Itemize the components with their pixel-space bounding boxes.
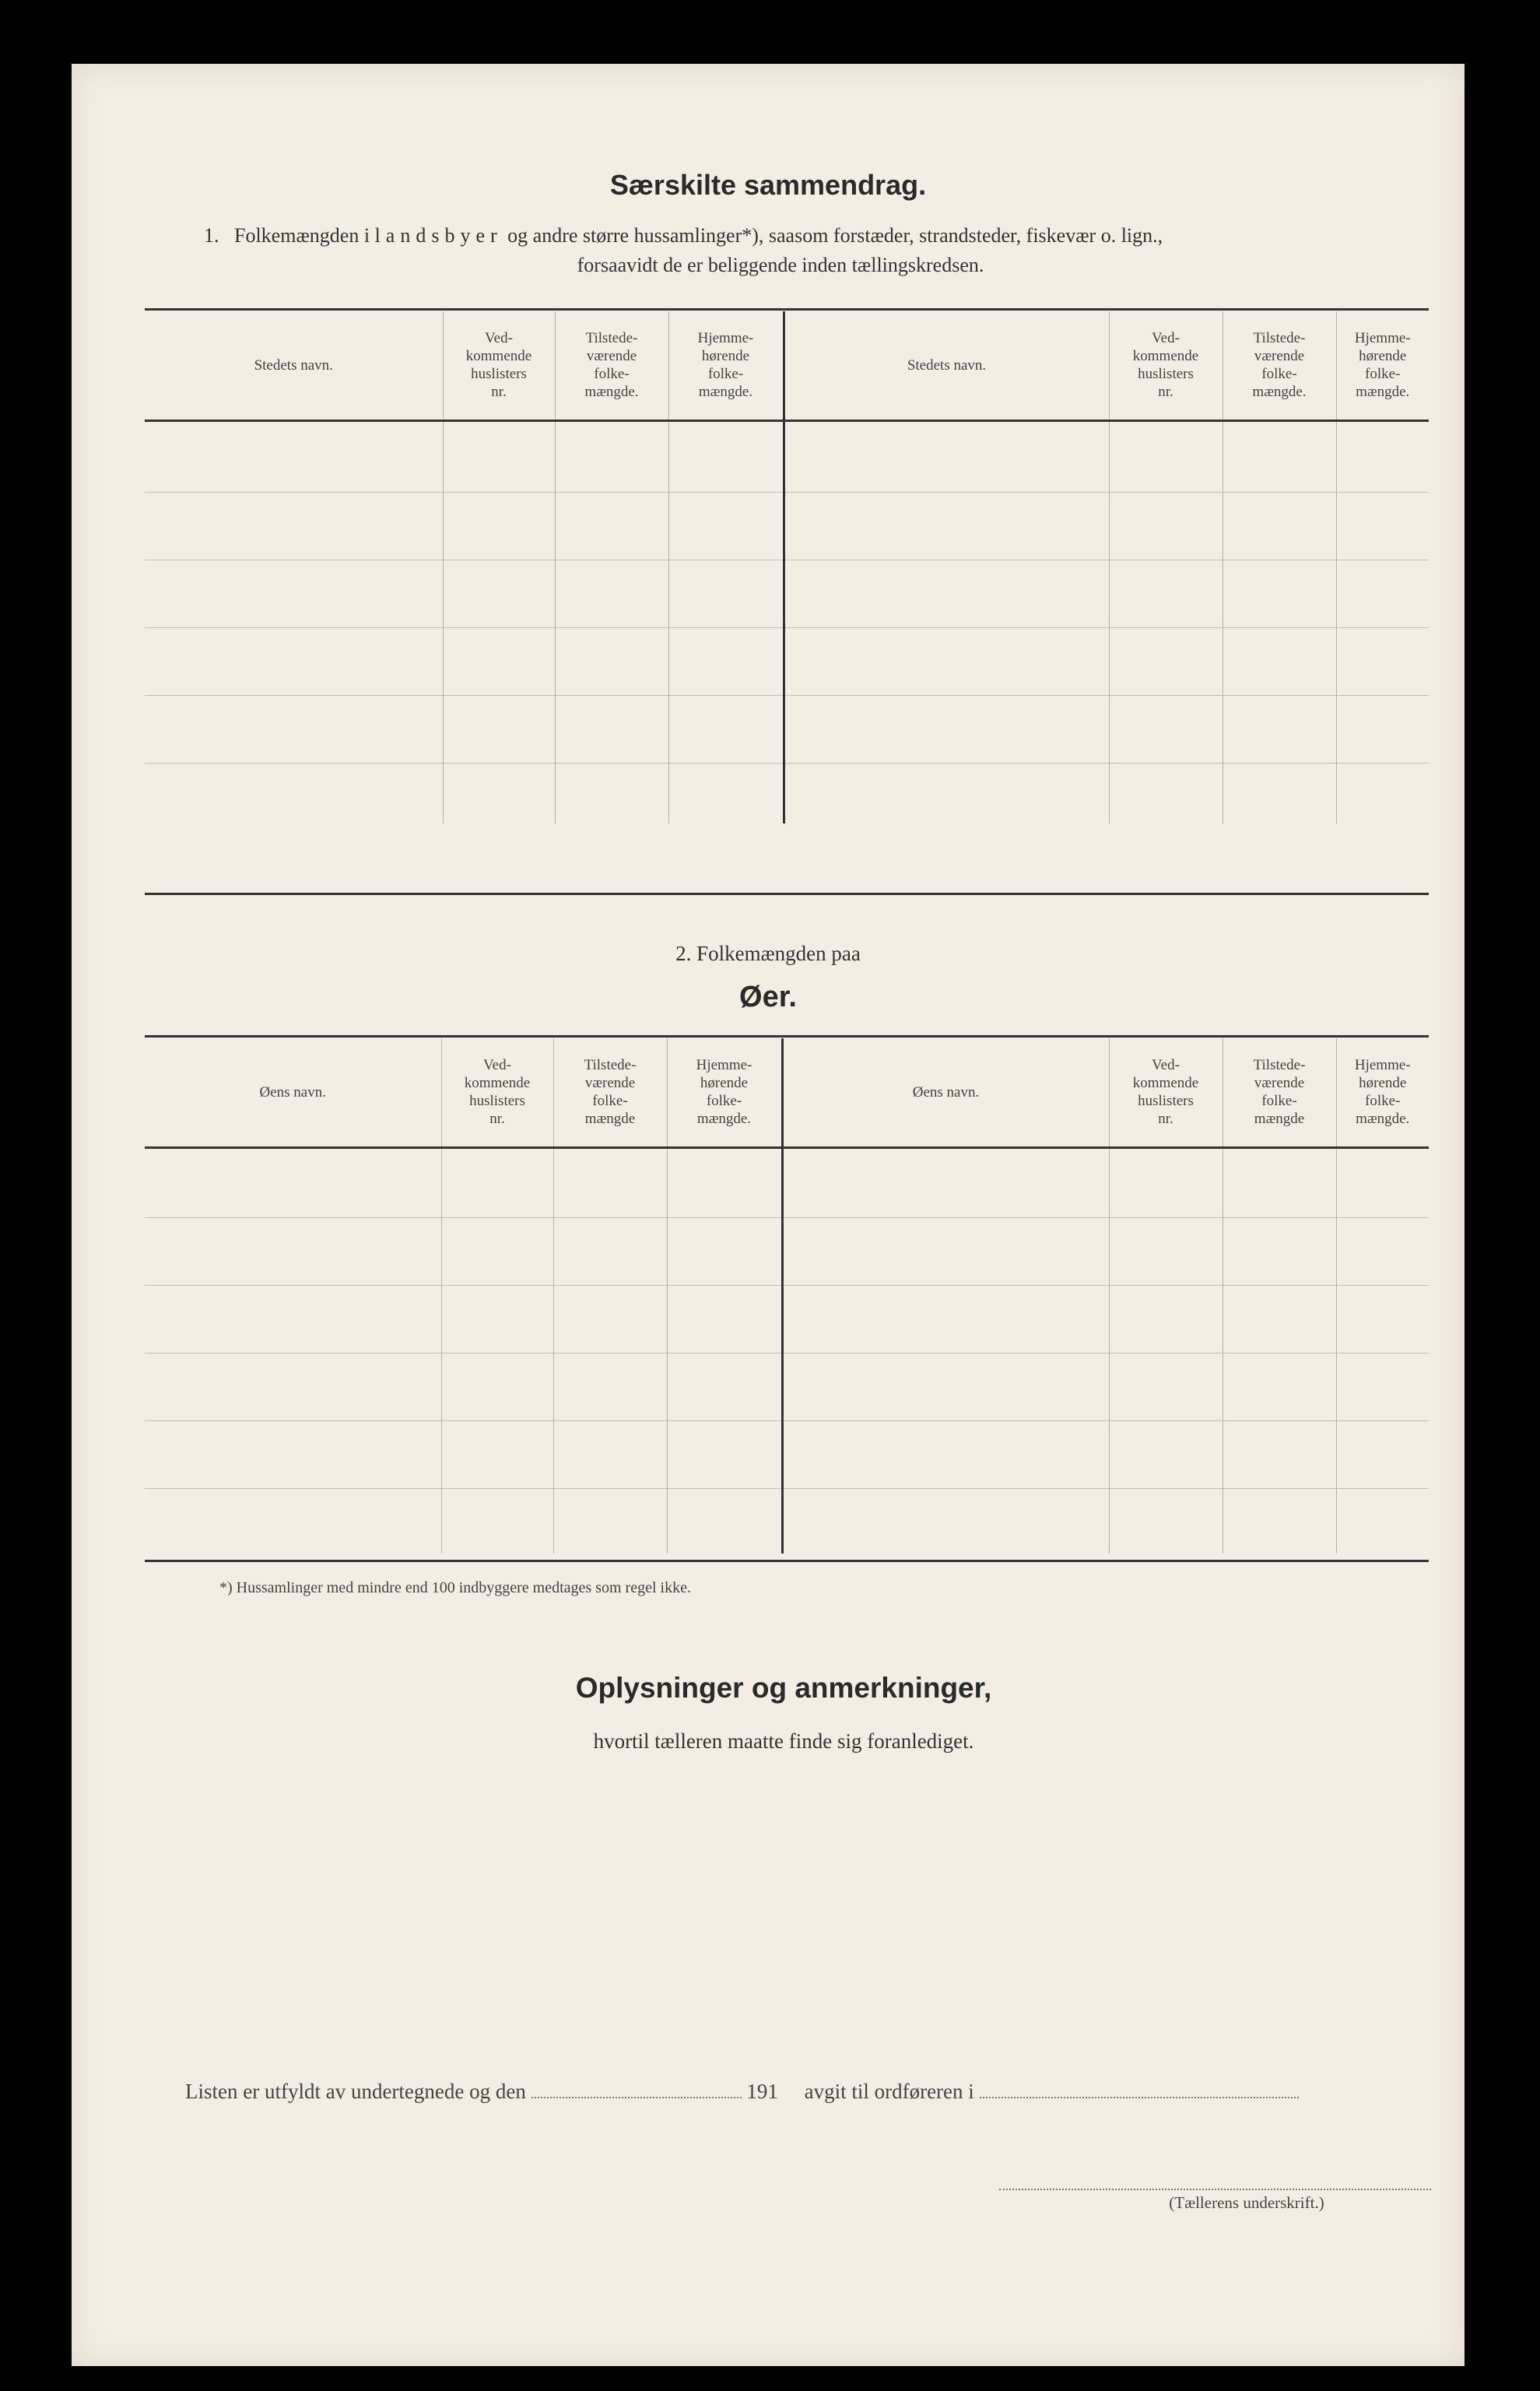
t1-cell[interactable] [668, 492, 784, 560]
t2-cell[interactable] [441, 1285, 553, 1353]
t1-cell[interactable] [1109, 492, 1223, 560]
section1-intro-a: Folkemængden i [234, 224, 370, 247]
t2-cell[interactable] [553, 1353, 667, 1420]
t2-col-present-left: Tilstede- værende folke- mængde [553, 1038, 667, 1147]
t1-cell[interactable] [784, 560, 1109, 627]
section3-title: Oplysninger og anmerkninger, [575, 1672, 992, 1704]
t1-cell[interactable] [784, 627, 1109, 695]
t1-col-list-nr-left: Ved- kommende huslisters nr. [443, 311, 555, 420]
t1-cell[interactable] [1109, 695, 1223, 763]
t1-cell[interactable] [555, 763, 668, 823]
t1-cell[interactable] [555, 695, 668, 763]
t2-cell[interactable] [145, 1420, 441, 1488]
t2-cell[interactable] [145, 1285, 441, 1353]
t2-cell[interactable] [1109, 1420, 1223, 1488]
t1-cell[interactable] [555, 627, 668, 695]
t1-col-list-nr-right: Ved- kommende huslisters nr. [1109, 311, 1223, 420]
t1-cell[interactable] [784, 695, 1109, 763]
t1-cell[interactable] [555, 420, 668, 492]
t2-cell[interactable] [145, 1147, 441, 1217]
t1-cell[interactable] [668, 695, 784, 763]
t2-cell[interactable] [145, 1488, 441, 1554]
table2-bottom-rule [145, 1560, 1429, 1562]
table1-top-rule [145, 308, 1429, 311]
t1-cell[interactable] [443, 763, 555, 823]
t2-cell[interactable] [667, 1217, 782, 1285]
signature-field[interactable] [999, 2189, 1431, 2190]
t1-cell[interactable] [145, 492, 443, 560]
t2-cell[interactable] [782, 1285, 1109, 1353]
t2-cell[interactable] [1109, 1285, 1223, 1353]
t2-cell[interactable] [667, 1353, 782, 1420]
t1-cell[interactable] [443, 492, 555, 560]
section2-line1: 2. Folkemængden paa [675, 942, 861, 965]
t2-cell[interactable] [1223, 1420, 1336, 1488]
table1-bottom-rule [145, 893, 1429, 895]
t2-cell[interactable] [553, 1285, 667, 1353]
t2-cell[interactable] [1336, 1147, 1429, 1217]
municipality-field[interactable] [980, 2097, 1299, 2098]
t2-col-list-nr-right: Ved- kommende huslisters nr. [1109, 1038, 1223, 1147]
t2-cell[interactable] [1109, 1217, 1223, 1285]
t2-cell[interactable] [1223, 1217, 1336, 1285]
t1-cell[interactable] [668, 560, 784, 627]
t2-cell[interactable] [782, 1420, 1109, 1488]
t1-cell[interactable] [145, 420, 443, 492]
t1-cell[interactable] [668, 420, 784, 492]
t1-cell[interactable] [145, 763, 443, 823]
t2-cell[interactable] [553, 1420, 667, 1488]
t2-cell[interactable] [1336, 1488, 1429, 1554]
t1-cell[interactable] [784, 763, 1109, 823]
t1-cell[interactable] [784, 420, 1109, 492]
t2-cell[interactable] [441, 1147, 553, 1217]
t2-cell[interactable] [441, 1488, 553, 1554]
t1-cell[interactable] [145, 627, 443, 695]
t2-cell[interactable] [1109, 1353, 1223, 1420]
table1-grid [145, 311, 1429, 823]
table2-islands [145, 1038, 1429, 1554]
t2-cell[interactable] [441, 1217, 553, 1285]
t1-col-present-right: Tilstede- værende folke- mængde. [1223, 311, 1336, 420]
t1-col-resident-right: Hjemme- hørende folke- mængde. [1336, 311, 1429, 420]
signature-caption: (Tællerens underskrift.) [1169, 2193, 1324, 2212]
t1-cell[interactable] [1223, 420, 1336, 492]
t1-cell[interactable] [1336, 627, 1429, 695]
t1-cell[interactable] [1223, 763, 1336, 823]
t2-cell[interactable] [1336, 1217, 1429, 1285]
t2-cell[interactable] [1109, 1147, 1223, 1217]
t2-cell[interactable] [782, 1217, 1109, 1285]
signature-line [185, 2080, 1299, 2104]
section1-intro-line2: forsaavidt de er beliggende inden tællingskredsen. [577, 254, 984, 276]
t1-cell[interactable] [1336, 420, 1429, 492]
t2-cell[interactable] [782, 1353, 1109, 1420]
t1-col-place-left: Stedets navn. [254, 356, 333, 374]
t1-cell[interactable] [1109, 560, 1223, 627]
t1-cell[interactable] [145, 695, 443, 763]
t1-cell[interactable] [1223, 560, 1336, 627]
t1-cell[interactable] [1223, 627, 1336, 695]
t1-cell[interactable] [668, 627, 784, 695]
section1-intro-spaced: landsbyer [374, 224, 503, 247]
t2-cell[interactable] [667, 1147, 782, 1217]
t1-cell[interactable] [1336, 763, 1429, 823]
t2-cell[interactable] [1223, 1488, 1336, 1554]
signature-text-a: Listen er utfyldt av undertegnede og den [185, 2080, 526, 2103]
t1-cell[interactable] [784, 492, 1109, 560]
section1-number: 1. [204, 224, 219, 247]
t1-col-present-left: Tilstede- værende folke- mængde. [555, 311, 668, 420]
t1-cell[interactable] [555, 492, 668, 560]
t1-cell[interactable] [443, 695, 555, 763]
t2-cell[interactable] [553, 1217, 667, 1285]
section1-intro-b: og andre større hussamlinger*), saasom forstæder, strandsteder, fiskevær o. lign., [507, 224, 1163, 247]
t2-cell[interactable] [1336, 1353, 1429, 1420]
t2-col-island-right: Øens navn. [782, 1038, 1109, 1147]
t1-cell[interactable] [1109, 420, 1223, 492]
t2-cell[interactable] [1109, 1488, 1223, 1554]
t1-cell[interactable] [443, 627, 555, 695]
t2-cell[interactable] [145, 1217, 441, 1285]
t2-cell[interactable] [667, 1285, 782, 1353]
t2-cell[interactable] [667, 1488, 782, 1554]
t2-cell[interactable] [1223, 1147, 1336, 1217]
t1-cell[interactable] [1223, 492, 1336, 560]
t1-cell[interactable] [1336, 695, 1429, 763]
t2-cell[interactable] [782, 1488, 1109, 1554]
t1-cell[interactable] [443, 560, 555, 627]
t1-cell[interactable] [1223, 695, 1336, 763]
t2-cell[interactable] [553, 1488, 667, 1554]
t1-cell[interactable] [1336, 560, 1429, 627]
section1-intro-line1 [204, 224, 1163, 248]
t2-col-island-left: Øens navn. [259, 1083, 326, 1101]
census-form-page [72, 64, 1465, 2366]
t2-cell[interactable] [667, 1420, 782, 1488]
section1-title: Særskilte sammendrag. [609, 169, 927, 201]
t2-cell[interactable] [441, 1353, 553, 1420]
signature-year: 191 [746, 2080, 778, 2103]
t2-col-list-nr-left: Ved- kommende huslisters nr. [441, 1038, 553, 1147]
t2-col-resident-right: Hjemme- hørende folke- mængde. [1336, 1038, 1429, 1147]
t2-cell[interactable] [1223, 1353, 1336, 1420]
t1-cell[interactable] [555, 560, 668, 627]
t2-col-present-right: Tilstede- værende folke- mængde [1223, 1038, 1336, 1147]
t1-cell[interactable] [1109, 627, 1223, 695]
t1-cell[interactable] [668, 763, 784, 823]
section3-subtitle: hvortil tælleren maatte finde sig foranlediget. [593, 1729, 974, 1753]
t2-cell[interactable] [553, 1147, 667, 1217]
t1-cell[interactable] [443, 420, 555, 492]
t2-col-resident-left: Hjemme- hørende folke- mængde. [667, 1038, 782, 1147]
t2-cell[interactable] [1336, 1420, 1429, 1488]
t2-cell[interactable] [1336, 1285, 1429, 1353]
t1-cell[interactable] [145, 560, 443, 627]
t2-cell[interactable] [145, 1353, 441, 1420]
t1-cell[interactable] [1109, 763, 1223, 823]
t2-cell[interactable] [1223, 1285, 1336, 1353]
signature-text-b: avgit til ordføreren i [804, 2080, 974, 2103]
t2-cell[interactable] [782, 1147, 1109, 1217]
footnote: *) Hussamlinger med mindre end 100 indbyggere medtages som regel ikke. [219, 1579, 691, 1596]
t1-col-place-right: Stedets navn. [784, 311, 1109, 420]
table2-top-rule [145, 1035, 1429, 1038]
date-field[interactable] [531, 2097, 742, 2098]
t2-cell[interactable] [441, 1420, 553, 1488]
t1-cell[interactable] [1336, 492, 1429, 560]
t1-col-resident-left: Hjemme- hørende folke- mængde. [668, 311, 784, 420]
section2-title: Øer. [739, 981, 797, 1013]
